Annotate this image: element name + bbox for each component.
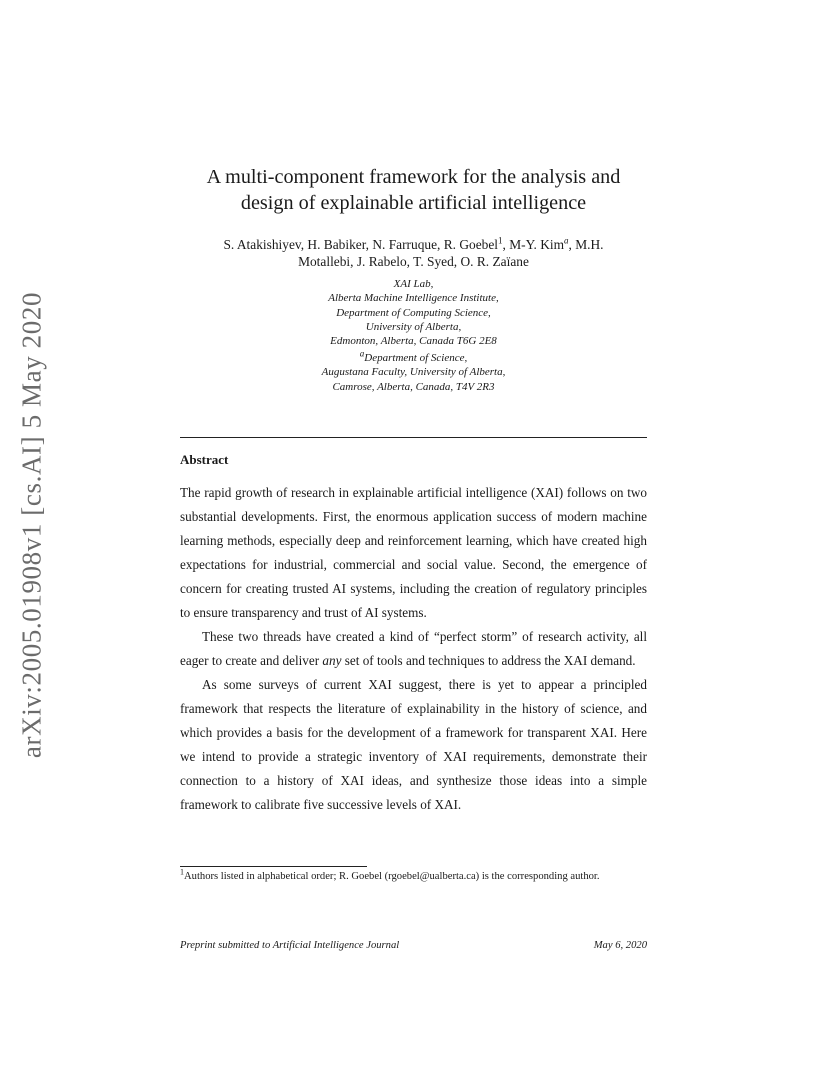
affiliation-line: Department of Computing Science, (336, 306, 491, 319)
affiliation-line (180, 348, 647, 365)
title-line-1: A multi-component framework for the analysis and (206, 166, 621, 188)
footnote-divider (180, 866, 367, 867)
abstract-heading: Abstract (180, 452, 229, 467)
affiliation-line: Augustana Faculty, University of Alberta, (321, 366, 506, 379)
footer-journal: Preprint submitted to Artificial Intelligence Journal (180, 940, 400, 951)
abstract-p2-text-b: set of tools and techniques to address the XAI demand. (341, 653, 636, 668)
affiliation-line: Edmonton, Alberta, Canada T6G 2E8 (330, 335, 497, 348)
page-footer (180, 940, 647, 951)
footnote-mark: 1 (180, 867, 184, 877)
abstract-paragraph-3: As some surveys of current XAI suggest, there is yet to appear a principled framework that respects the literature of explainability in the history of science, and which provides a basis for the development of a framework for transparent XAI. Here we intend to provide a strategic inventory of XAI requirements, demonstrate their connection to a history of XAI ideas, and synthesize those ideas into a simple framework to calibrate five successive levels of XAI. (180, 677, 647, 812)
affiliation-augustana (180, 348, 647, 394)
goebel-footnote-mark[interactable]: 1 (498, 235, 503, 246)
affiliation-line: University of Alberta, (365, 320, 462, 333)
authors-part-3: , M.H. (568, 237, 604, 252)
arxiv-identifier: arXiv:2005.01908v1 [cs.AI] 5 May 2020 (16, 291, 47, 759)
affiliation-line: Alberta Machine Intelligence Institute, (328, 292, 499, 305)
kim-affiliation-mark: a (564, 235, 569, 246)
title-line-2: design of explainable artificial intelligence (240, 192, 587, 214)
affiliation-line: Camrose, Alberta, Canada, T4V 2R3 (332, 380, 495, 393)
paper-title (180, 164, 647, 216)
authors-line-1 (180, 236, 647, 253)
authors-part-2: , M-Y. Kim (502, 237, 565, 252)
abstract-p2-emphasis: any (322, 653, 342, 668)
author-list (180, 236, 647, 270)
affiliation-xai-lab (180, 277, 647, 348)
abstract-paragraph-2 (180, 625, 647, 673)
abstract-p2-text-a: These two threads have created a kind of “perfect storm” of research activity, all eager to create and deliver (180, 629, 647, 668)
affiliation-line: XAI Lab, (393, 278, 434, 290)
header-divider (180, 437, 647, 438)
authors-line-2: Motallebi, J. Rabelo, T. Syed, O. R. Zaïane (298, 254, 529, 269)
authors-part-1: S. Atakishiyev, H. Babiker, N. Farruque, R. Goebel (223, 237, 499, 252)
footer-date: May 6, 2020 (593, 940, 647, 951)
abstract-body (180, 481, 647, 817)
footnote (180, 867, 647, 884)
footnote-text: Authors listed in alphabetical order; R. Goebel (rgoebel@ualberta.ca) is the corresponding author. (184, 871, 600, 882)
abstract-paragraph-1: The rapid growth of research in explainable artificial intelligence (XAI) follows on two substantial developments. First, the enormous application success of modern machine learning methods, especially deep and reinforcement learning, which have created high expectations for industrial, commercial and social value. Second, the emergence of concern for creating trusted AI systems, including the creation of regulatory principles to ensure transparency and trust of AI systems. (180, 485, 647, 620)
affiliation-mark: a (359, 348, 365, 359)
arxiv-sidebar-stamp (14, 292, 50, 758)
affiliation-department: Department of Science, (364, 352, 468, 364)
